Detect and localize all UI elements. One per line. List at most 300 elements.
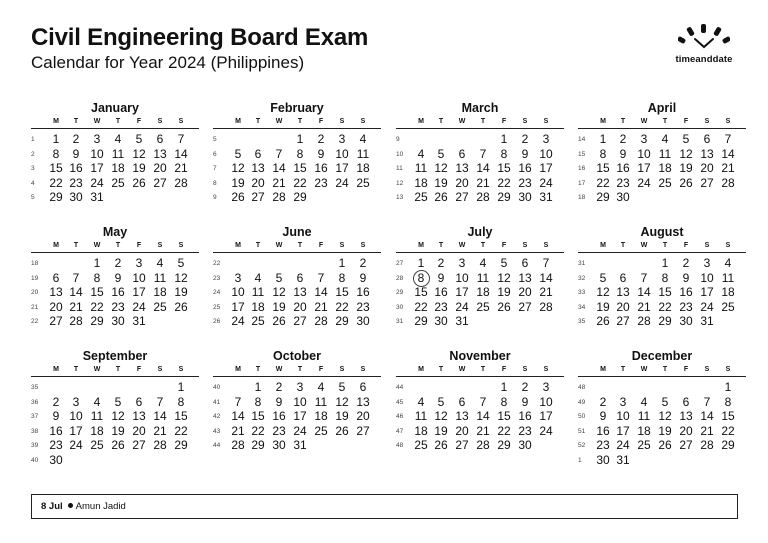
day-cell[interactable]: 18 — [414, 423, 428, 438]
day-cell[interactable]: 1 — [296, 132, 304, 146]
day-cell[interactable]: 9 — [521, 146, 529, 161]
day-cell[interactable]: 22 — [251, 423, 265, 438]
day-cell[interactable]: 5 — [437, 146, 445, 161]
day-cell[interactable]: 21 — [69, 299, 83, 314]
day-cell[interactable]: 18 — [90, 423, 104, 438]
day-cell[interactable]: 21 — [153, 423, 167, 438]
day-cell[interactable]: 23 — [616, 175, 630, 190]
day-cell[interactable]: 16 — [272, 409, 286, 423]
day-cell[interactable]: 20 — [455, 423, 469, 438]
day-cell[interactable]: 19 — [434, 423, 448, 438]
day-cell[interactable]: 2 — [114, 256, 122, 270]
day-cell[interactable]: 13 — [700, 146, 714, 161]
day-cell[interactable]: 5 — [661, 394, 669, 409]
day-cell[interactable]: 24 — [700, 299, 714, 314]
day-cell[interactable]: 1 — [417, 256, 425, 270]
day-cell[interactable]: 8 — [177, 394, 185, 409]
day-cell[interactable]: 29 — [90, 314, 104, 328]
day-cell[interactable]: 13 — [132, 409, 146, 423]
day-cell[interactable]: 8 — [500, 146, 508, 161]
day-cell[interactable]: 30 — [111, 314, 125, 328]
day-cell[interactable]: 2 — [52, 394, 60, 409]
day-cell[interactable]: 10 — [637, 146, 651, 161]
day-cell[interactable]: 26 — [335, 423, 349, 438]
day-cell[interactable]: 19 — [111, 423, 125, 438]
day-cell[interactable]: 18 — [356, 161, 370, 175]
day-cell[interactable]: 29 — [414, 314, 428, 328]
day-cell[interactable]: 31 — [700, 314, 714, 328]
day-cell[interactable]: 4 — [114, 132, 122, 146]
day-cell[interactable]: 29 — [721, 438, 735, 452]
day-cell[interactable]: 12 — [434, 161, 448, 175]
day-cell[interactable]: 25 — [356, 175, 370, 190]
day-cell[interactable]: 19 — [658, 423, 672, 438]
day-cell[interactable]: 12 — [596, 285, 610, 299]
day-cell[interactable]: 13 — [49, 285, 63, 299]
day-cell[interactable]: 3 — [234, 270, 242, 285]
day-cell[interactable]: 21 — [539, 285, 553, 299]
day-cell[interactable]: 6 — [156, 132, 164, 146]
day-cell[interactable]: 9 — [599, 409, 607, 423]
day-cell[interactable]: 25 — [251, 314, 265, 328]
day-cell[interactable]: 1 — [338, 256, 346, 270]
day-cell[interactable]: 17 — [539, 161, 553, 175]
day-cell[interactable]: 2 — [521, 132, 529, 146]
day-cell[interactable]: 17 — [616, 423, 630, 438]
day-cell[interactable]: 22 — [335, 299, 349, 314]
day-cell[interactable]: 21 — [272, 175, 286, 190]
day-cell[interactable]: 27 — [616, 314, 630, 328]
day-cell[interactable]: 30 — [679, 314, 693, 328]
day-cell[interactable]: 30 — [596, 452, 610, 467]
day-cell[interactable]: 30 — [518, 438, 532, 452]
day-cell[interactable]: 28 — [700, 438, 714, 452]
day-cell[interactable]: 6 — [359, 380, 367, 394]
day-cell[interactable]: 28 — [539, 299, 553, 314]
day-cell[interactable]: 29 — [596, 190, 610, 204]
day-cell[interactable]: 17 — [231, 299, 245, 314]
day-cell[interactable]: 18 — [476, 285, 490, 299]
day-cell[interactable]: 17 — [700, 285, 714, 299]
day-cell[interactable]: 15 — [49, 161, 63, 175]
day-cell[interactable]: 20 — [153, 161, 167, 175]
day-cell[interactable]: 7 — [724, 132, 732, 146]
day-cell[interactable]: 13 — [679, 409, 693, 423]
day-cell[interactable]: 13 — [293, 285, 307, 299]
day-cell[interactable]: 2 — [317, 132, 325, 146]
day-cell[interactable]: 20 — [616, 299, 630, 314]
day-cell[interactable]: 7 — [156, 394, 164, 409]
day-cell[interactable]: 22 — [90, 299, 104, 314]
day-cell[interactable]: 21 — [476, 175, 490, 190]
day-cell[interactable]: 11 — [721, 270, 735, 285]
day-cell[interactable]: 3 — [703, 256, 711, 270]
day-cell[interactable]: 17 — [637, 161, 651, 175]
day-cell[interactable]: 2 — [72, 132, 80, 146]
day-cell[interactable]: 19 — [174, 285, 188, 299]
day-cell[interactable]: 28 — [231, 438, 245, 452]
day-cell[interactable]: 1 — [661, 256, 669, 270]
day-cell[interactable]: 10 — [700, 270, 714, 285]
day-cell[interactable]: 19 — [335, 409, 349, 423]
day-cell[interactable]: 22 — [721, 423, 735, 438]
day-cell[interactable]: 11 — [414, 409, 428, 423]
day-cell[interactable]: 4 — [359, 132, 367, 146]
day-cell[interactable]: 28 — [69, 314, 83, 328]
day-cell[interactable]: 3 — [72, 394, 80, 409]
day-cell[interactable]: 2 — [521, 380, 529, 394]
day-cell[interactable]: 10 — [90, 146, 104, 161]
day-cell[interactable]: 27 — [356, 423, 370, 438]
day-cell[interactable]: 14 — [637, 285, 651, 299]
day-cell[interactable]: 16 — [518, 161, 532, 175]
day-cell[interactable]: 27 — [455, 190, 469, 204]
day-cell[interactable]: 14 — [231, 409, 245, 423]
day-cell[interactable]: 5 — [599, 270, 607, 285]
day-cell[interactable]: 24 — [616, 438, 630, 452]
day-cell[interactable]: 5 — [682, 132, 690, 146]
day-cell[interactable]: 14 — [476, 409, 490, 423]
day-cell[interactable]: 24 — [539, 175, 553, 190]
day-cell[interactable]: 26 — [596, 314, 610, 328]
day-cell[interactable]: 11 — [637, 409, 651, 423]
day-cell[interactable]: 30 — [518, 190, 532, 204]
day-cell[interactable]: 28 — [272, 190, 286, 204]
day-cell[interactable]: 29 — [49, 190, 63, 204]
day-cell[interactable]: 17 — [455, 285, 469, 299]
day-cell[interactable]: 12 — [132, 146, 146, 161]
day-cell[interactable]: 9 — [359, 270, 367, 285]
day-cell[interactable]: 6 — [521, 256, 529, 270]
day-cell[interactable]: 24 — [293, 423, 307, 438]
day-cell[interactable]: 15 — [414, 285, 428, 299]
holiday-day-cell[interactable]: 8 — [417, 270, 425, 285]
day-cell[interactable]: 5 — [114, 394, 122, 409]
day-cell[interactable]: 11 — [414, 161, 428, 175]
day-cell[interactable]: 3 — [640, 132, 648, 146]
day-cell[interactable]: 23 — [111, 299, 125, 314]
day-cell[interactable]: 26 — [679, 175, 693, 190]
day-cell[interactable]: 7 — [72, 270, 80, 285]
day-cell[interactable]: 4 — [156, 256, 164, 270]
day-cell[interactable]: 22 — [497, 423, 511, 438]
day-cell[interactable]: 6 — [52, 270, 60, 285]
day-cell[interactable]: 23 — [49, 438, 63, 452]
day-cell[interactable]: 19 — [272, 299, 286, 314]
day-cell[interactable]: 9 — [72, 146, 80, 161]
day-cell[interactable]: 2 — [359, 256, 367, 270]
day-cell[interactable]: 24 — [539, 423, 553, 438]
day-cell[interactable]: 21 — [174, 161, 188, 175]
day-cell[interactable]: 24 — [90, 175, 104, 190]
day-cell[interactable]: 20 — [293, 299, 307, 314]
day-cell[interactable]: 12 — [679, 146, 693, 161]
day-cell[interactable]: 6 — [458, 394, 466, 409]
day-cell[interactable]: 29 — [293, 190, 307, 204]
day-cell[interactable]: 25 — [414, 438, 428, 452]
day-cell[interactable]: 1 — [500, 380, 508, 394]
day-cell[interactable]: 3 — [296, 380, 304, 394]
day-cell[interactable]: 27 — [700, 175, 714, 190]
day-cell[interactable]: 1 — [254, 380, 262, 394]
day-cell[interactable]: 23 — [518, 423, 532, 438]
day-cell[interactable]: 21 — [700, 423, 714, 438]
day-cell[interactable]: 30 — [356, 314, 370, 328]
day-cell[interactable]: 18 — [721, 285, 735, 299]
day-cell[interactable]: 16 — [49, 423, 63, 438]
day-cell[interactable]: 25 — [637, 438, 651, 452]
day-cell[interactable]: 10 — [69, 409, 83, 423]
day-cell[interactable]: 30 — [69, 190, 83, 204]
day-cell[interactable]: 28 — [721, 175, 735, 190]
day-cell[interactable]: 5 — [177, 256, 185, 270]
day-cell[interactable]: 31 — [132, 314, 146, 328]
day-cell[interactable]: 27 — [49, 314, 63, 328]
day-cell[interactable]: 7 — [275, 146, 283, 161]
day-cell[interactable]: 16 — [356, 285, 370, 299]
day-cell[interactable]: 24 — [455, 299, 469, 314]
day-cell[interactable]: 11 — [251, 285, 265, 299]
day-cell[interactable]: 13 — [616, 285, 630, 299]
day-cell[interactable]: 12 — [111, 409, 125, 423]
day-cell[interactable]: 3 — [542, 132, 550, 146]
day-cell[interactable]: 29 — [251, 438, 265, 452]
day-cell[interactable]: 17 — [293, 409, 307, 423]
day-cell[interactable]: 8 — [338, 270, 346, 285]
day-cell[interactable]: 20 — [518, 285, 532, 299]
day-cell[interactable]: 5 — [338, 380, 346, 394]
day-cell[interactable]: 12 — [434, 409, 448, 423]
day-cell[interactable]: 22 — [49, 175, 63, 190]
day-cell[interactable]: 8 — [52, 146, 60, 161]
day-cell[interactable]: 24 — [335, 175, 349, 190]
day-cell[interactable]: 20 — [679, 423, 693, 438]
day-cell[interactable]: 1 — [724, 380, 732, 394]
day-cell[interactable]: 7 — [542, 256, 550, 270]
day-cell[interactable]: 30 — [434, 314, 448, 328]
day-cell[interactable]: 8 — [296, 146, 304, 161]
day-cell[interactable]: 31 — [616, 452, 630, 467]
day-cell[interactable]: 30 — [616, 190, 630, 204]
day-cell[interactable]: 23 — [356, 299, 370, 314]
day-cell[interactable]: 23 — [679, 299, 693, 314]
day-cell[interactable]: 6 — [254, 146, 262, 161]
day-cell[interactable]: 16 — [616, 161, 630, 175]
day-cell[interactable]: 20 — [132, 423, 146, 438]
day-cell[interactable]: 29 — [497, 438, 511, 452]
day-cell[interactable]: 1 — [52, 132, 60, 146]
day-cell[interactable]: 10 — [616, 409, 630, 423]
day-cell[interactable]: 12 — [231, 161, 245, 175]
day-cell[interactable]: 14 — [153, 409, 167, 423]
day-cell[interactable]: 28 — [153, 438, 167, 452]
day-cell[interactable]: 10 — [455, 270, 469, 285]
day-cell[interactable]: 1 — [93, 256, 101, 270]
day-cell[interactable]: 9 — [619, 146, 627, 161]
day-cell[interactable]: 5 — [135, 132, 143, 146]
day-cell[interactable]: 15 — [658, 285, 672, 299]
day-cell[interactable]: 15 — [497, 161, 511, 175]
day-cell[interactable]: 1 — [177, 380, 185, 394]
day-cell[interactable]: 2 — [599, 394, 607, 409]
day-cell[interactable]: 4 — [640, 394, 648, 409]
day-cell[interactable]: 25 — [476, 299, 490, 314]
day-cell[interactable]: 18 — [637, 423, 651, 438]
day-cell[interactable]: 25 — [414, 190, 428, 204]
day-cell[interactable]: 16 — [518, 409, 532, 423]
day-cell[interactable]: 17 — [90, 161, 104, 175]
day-cell[interactable]: 22 — [596, 175, 610, 190]
day-cell[interactable]: 14 — [700, 409, 714, 423]
day-cell[interactable]: 30 — [49, 452, 63, 467]
brand-logo[interactable] — [664, 24, 744, 70]
day-cell[interactable]: 5 — [275, 270, 283, 285]
day-cell[interactable]: 16 — [111, 285, 125, 299]
day-cell[interactable]: 18 — [658, 161, 672, 175]
day-cell[interactable]: 15 — [174, 409, 188, 423]
day-cell[interactable]: 28 — [174, 175, 188, 190]
day-cell[interactable]: 10 — [335, 146, 349, 161]
day-cell[interactable]: 4 — [724, 256, 732, 270]
day-cell[interactable]: 27 — [518, 299, 532, 314]
day-cell[interactable]: 18 — [314, 409, 328, 423]
day-cell[interactable]: 7 — [703, 394, 711, 409]
day-cell[interactable]: 28 — [476, 438, 490, 452]
day-cell[interactable]: 24 — [132, 299, 146, 314]
day-cell[interactable]: 12 — [335, 394, 349, 409]
day-cell[interactable]: 13 — [518, 270, 532, 285]
day-cell[interactable]: 19 — [679, 161, 693, 175]
day-cell[interactable]: 28 — [637, 314, 651, 328]
day-cell[interactable]: 31 — [455, 314, 469, 328]
day-cell[interactable]: 2 — [682, 256, 690, 270]
day-cell[interactable]: 12 — [174, 270, 188, 285]
day-cell[interactable]: 15 — [251, 409, 265, 423]
day-cell[interactable]: 23 — [69, 175, 83, 190]
day-cell[interactable]: 21 — [721, 161, 735, 175]
day-cell[interactable]: 22 — [174, 423, 188, 438]
day-cell[interactable]: 13 — [356, 394, 370, 409]
day-cell[interactable]: 1 — [599, 132, 607, 146]
day-cell[interactable]: 7 — [479, 394, 487, 409]
day-cell[interactable]: 28 — [314, 314, 328, 328]
day-cell[interactable]: 19 — [132, 161, 146, 175]
day-cell[interactable]: 26 — [132, 175, 146, 190]
day-cell[interactable]: 9 — [682, 270, 690, 285]
day-cell[interactable]: 4 — [93, 394, 101, 409]
day-cell[interactable]: 4 — [254, 270, 262, 285]
day-cell[interactable]: 11 — [90, 409, 104, 423]
day-cell[interactable]: 5 — [500, 256, 508, 270]
day-cell[interactable]: 12 — [497, 270, 511, 285]
day-cell[interactable]: 16 — [679, 285, 693, 299]
day-cell[interactable]: 26 — [497, 299, 511, 314]
day-cell[interactable]: 27 — [293, 314, 307, 328]
day-cell[interactable]: 15 — [293, 161, 307, 175]
day-cell[interactable]: 13 — [455, 161, 469, 175]
day-cell[interactable]: 19 — [497, 285, 511, 299]
day-cell[interactable]: 29 — [497, 190, 511, 204]
day-cell[interactable]: 3 — [458, 256, 466, 270]
day-cell[interactable]: 17 — [132, 285, 146, 299]
day-cell[interactable]: 7 — [317, 270, 325, 285]
day-cell[interactable]: 21 — [231, 423, 245, 438]
day-cell[interactable]: 14 — [69, 285, 83, 299]
day-cell[interactable]: 27 — [455, 438, 469, 452]
day-cell[interactable]: 2 — [437, 256, 445, 270]
day-cell[interactable]: 10 — [132, 270, 146, 285]
day-cell[interactable]: 10 — [293, 394, 307, 409]
day-cell[interactable]: 20 — [49, 299, 63, 314]
day-cell[interactable]: 5 — [437, 394, 445, 409]
day-cell[interactable]: 7 — [234, 394, 242, 409]
day-cell[interactable]: 10 — [539, 146, 553, 161]
day-cell[interactable]: 6 — [619, 270, 627, 285]
day-cell[interactable]: 29 — [335, 314, 349, 328]
day-cell[interactable]: 27 — [132, 438, 146, 452]
day-cell[interactable]: 3 — [93, 132, 101, 146]
day-cell[interactable]: 20 — [455, 175, 469, 190]
day-cell[interactable]: 7 — [479, 146, 487, 161]
day-cell[interactable]: 23 — [434, 299, 448, 314]
day-cell[interactable]: 15 — [497, 409, 511, 423]
day-cell[interactable]: 4 — [417, 146, 425, 161]
day-cell[interactable]: 6 — [296, 270, 304, 285]
day-cell[interactable]: 21 — [314, 299, 328, 314]
day-cell[interactable]: 16 — [434, 285, 448, 299]
day-cell[interactable]: 26 — [272, 314, 286, 328]
day-cell[interactable]: 25 — [721, 299, 735, 314]
day-cell[interactable]: 8 — [93, 270, 101, 285]
day-cell[interactable]: 18 — [153, 285, 167, 299]
day-cell[interactable]: 19 — [596, 299, 610, 314]
day-cell[interactable]: 11 — [314, 394, 328, 409]
day-cell[interactable]: 19 — [231, 175, 245, 190]
day-cell[interactable]: 8 — [254, 394, 262, 409]
day-cell[interactable]: 20 — [700, 161, 714, 175]
day-cell[interactable]: 25 — [314, 423, 328, 438]
day-cell[interactable]: 26 — [111, 438, 125, 452]
day-cell[interactable]: 10 — [231, 285, 245, 299]
day-cell[interactable]: 9 — [52, 409, 60, 423]
day-cell[interactable]: 22 — [293, 175, 307, 190]
day-cell[interactable]: 14 — [721, 146, 735, 161]
day-cell[interactable]: 17 — [539, 409, 553, 423]
day-cell[interactable]: 5 — [234, 146, 242, 161]
day-cell[interactable]: 18 — [251, 299, 265, 314]
day-cell[interactable]: 10 — [539, 394, 553, 409]
day-cell[interactable]: 9 — [521, 394, 529, 409]
day-cell[interactable]: 23 — [596, 438, 610, 452]
day-cell[interactable]: 1 — [500, 132, 508, 146]
day-cell[interactable]: 13 — [153, 146, 167, 161]
day-cell[interactable]: 6 — [703, 132, 711, 146]
day-cell[interactable]: 6 — [682, 394, 690, 409]
day-cell[interactable]: 18 — [111, 161, 125, 175]
day-cell[interactable]: 14 — [174, 146, 188, 161]
day-cell[interactable]: 4 — [661, 132, 669, 146]
day-cell[interactable]: 31 — [539, 190, 553, 204]
day-cell[interactable]: 9 — [317, 146, 325, 161]
day-cell[interactable]: 8 — [599, 146, 607, 161]
day-cell[interactable]: 11 — [476, 270, 490, 285]
day-cell[interactable]: 25 — [658, 175, 672, 190]
day-cell[interactable]: 18 — [414, 175, 428, 190]
day-cell[interactable]: 22 — [414, 299, 428, 314]
day-cell[interactable]: 9 — [437, 270, 445, 285]
day-cell[interactable]: 27 — [153, 175, 167, 190]
day-cell[interactable]: 12 — [272, 285, 286, 299]
